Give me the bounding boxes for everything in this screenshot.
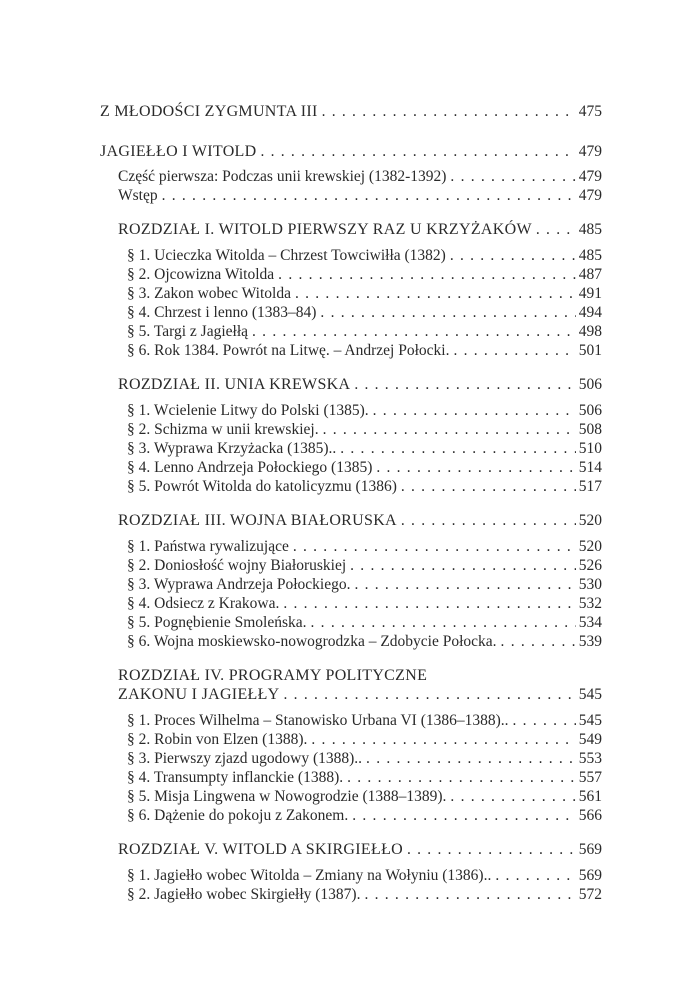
toc-page-number: 566	[578, 807, 602, 824]
toc-page-number: 494	[578, 304, 602, 321]
toc-entry-label: JAGIEŁŁO I WITOLD	[100, 143, 257, 160]
toc-page-number: 491	[578, 285, 602, 302]
toc-main-entry	[100, 142, 602, 161]
toc-dot-leader	[278, 265, 576, 284]
toc-page-number: 510	[578, 440, 602, 457]
toc-main-entry	[100, 102, 602, 121]
toc-dot-leader	[453, 341, 575, 360]
toc-entry-label: § 5. Pognębienie Smoleńska.	[127, 614, 307, 631]
toc-section-entry	[127, 265, 602, 284]
toc-dot-leader	[340, 439, 576, 458]
toc-entry-label: ROZDZIAŁ II. UNIA KREWSKA	[118, 376, 351, 393]
toc-dot-leader	[252, 322, 576, 341]
toc-page-number: 532	[578, 595, 602, 612]
toc-page-number: 545	[578, 712, 602, 729]
toc-chapter-entry	[118, 220, 602, 239]
toc-page-number: 557	[578, 769, 602, 786]
toc-section-entry	[127, 711, 602, 730]
toc-entry-label: § 2. Ojcowizna Witolda	[127, 266, 275, 283]
toc-entry-label: § 4. Transumpty inflanckie (1388).	[127, 769, 344, 786]
toc-entry-label: ROZDZIAŁ I. WITOLD PIERWSZY RAZ U KRZYŻAKÓW	[118, 221, 532, 238]
toc-page-number: 561	[578, 788, 602, 805]
toc-entry-label: § 5. Targi z Jagiełłą	[127, 323, 249, 340]
toc-section-entry	[127, 556, 602, 575]
toc-entry-label: § 6. Dążenie do pokoju z Zakonem.	[127, 807, 349, 824]
toc-dot-leader	[320, 303, 575, 322]
toc-page-number: 487	[578, 266, 602, 283]
toc-entry-label: § 3. Zakon wobec Witolda	[127, 285, 291, 302]
toc-dot-leader	[495, 866, 575, 885]
toc-entry-label: ZAKONU I JAGIEŁŁY	[118, 686, 280, 703]
toc-section-entry	[127, 401, 602, 420]
toc-part-entry	[118, 167, 602, 186]
toc-page-number: 485	[578, 221, 602, 238]
toc-part-entry	[118, 186, 602, 205]
toc-entry-label: Część pierwsza: Podczas unii krewskiej (1382-1392)	[118, 168, 447, 185]
toc-entry-label: § 1. Ucieczka Witolda – Chrzest Towciwiłła (1382)	[127, 247, 446, 264]
toc-page-number: 520	[578, 512, 602, 529]
toc-section-entry	[127, 768, 602, 787]
toc-entry-label: § 2. Jagiełło wobec Skirgiełły (1387).	[127, 886, 361, 903]
toc-section-entry	[127, 246, 602, 265]
toc-section-entry	[127, 575, 602, 594]
toc-entry-label: Wstęp	[118, 187, 158, 204]
toc-dot-leader	[364, 885, 575, 904]
toc-page-number: 530	[578, 576, 602, 593]
toc-page-number: 572	[578, 886, 602, 903]
toc-dot-leader	[354, 375, 575, 394]
toc-dot-leader	[501, 632, 576, 651]
toc-section-entry	[127, 537, 602, 556]
toc-dot-leader	[162, 186, 576, 205]
toc-entry-label: § 2. Doniosłość wojny Białoruskiej	[127, 557, 347, 574]
toc-entry-label: § 3. Wyprawa Krzyżacka (1385)..	[127, 440, 337, 457]
toc-dot-leader	[283, 594, 575, 613]
toc-section-entry	[127, 284, 602, 303]
toc-dot-leader	[323, 420, 576, 439]
toc-entry-label: § 2. Schizma w unii krewskiej.	[127, 421, 319, 438]
toc-dot-leader	[347, 768, 576, 787]
toc-page-number: 545	[578, 686, 602, 703]
toc-chapter-entry	[118, 375, 602, 394]
toc-entry-label: § 2. Robin von Elzen (1388).	[127, 731, 308, 748]
toc-dot-leader	[450, 167, 575, 186]
toc-page-number: 517	[578, 478, 602, 495]
toc-section-entry	[127, 730, 602, 749]
toc-dot-leader	[311, 613, 576, 632]
toc-chapter-entry	[118, 840, 602, 859]
toc-entry-label: § 6. Wojna moskiewsko-nowogrodzka – Zdobycie Połocka.	[127, 633, 497, 650]
toc-dot-leader	[284, 685, 576, 704]
toc-page-number: 534	[578, 614, 602, 631]
toc-dot-leader	[373, 401, 576, 420]
toc-entry-label: ROZDZIAŁ IV. PROGRAMY POLITYCZNE	[118, 667, 428, 684]
toc-section-entry	[127, 439, 602, 458]
toc-dot-leader	[350, 556, 576, 575]
toc-section-entry	[127, 885, 602, 904]
toc-section-entry	[127, 594, 602, 613]
toc-section-entry	[127, 341, 602, 360]
toc-dot-leader	[295, 284, 576, 303]
toc-chapter-entry	[118, 685, 602, 704]
toc-section-entry	[127, 303, 602, 322]
toc-page-number: 508	[578, 421, 602, 438]
toc-page-number: 479	[578, 168, 602, 185]
toc-entry-label: § 1. Państwa rywalizujące	[127, 538, 289, 555]
toc-section-entry	[127, 420, 602, 439]
toc-dot-leader	[260, 142, 575, 161]
toc-page-number: 569	[578, 867, 602, 884]
toc-section-entry	[127, 787, 602, 806]
toc-entry-label: § 1. Wcielenie Litwy do Polski (1385).	[127, 402, 369, 419]
toc-page-number: 506	[578, 402, 602, 419]
toc-page-number: 549	[578, 731, 602, 748]
toc-page-number: 485	[578, 247, 602, 264]
toc-dot-leader	[354, 575, 575, 594]
toc-section-entry	[127, 458, 602, 477]
toc-entry-label: Z MŁODOŚCI ZYGMUNTA III	[100, 103, 318, 120]
toc-dot-leader	[376, 458, 575, 477]
toc-page-number: 526	[578, 557, 602, 574]
toc-dot-leader	[352, 806, 576, 825]
toc-section-entry	[127, 806, 602, 825]
toc-section-entry	[127, 632, 602, 651]
toc-section-entry	[127, 322, 602, 341]
toc-entry-label: § 5. Powrót Witolda do katolicyzmu (1386)	[127, 478, 397, 495]
toc-entry-label: § 4. Chrzest i lenno (1383–84)	[127, 304, 317, 321]
toc-page-number: 539	[578, 633, 602, 650]
toc-dot-leader	[450, 246, 576, 265]
toc-dot-leader	[536, 220, 576, 239]
toc-entry-label: § 3. Wyprawa Andrzeja Połockiego.	[127, 576, 351, 593]
toc-dot-leader	[450, 787, 575, 806]
toc-entry-label: § 4. Lenno Andrzeja Połockiego (1385)	[127, 459, 373, 476]
toc-entry-label: § 3. Pierwszy zjazd ugodowy (1388)..	[127, 750, 363, 767]
toc-chapter-entry	[118, 666, 602, 685]
toc-dot-leader	[293, 537, 576, 556]
toc-entry-label: ROZDZIAŁ III. WOJNA BIAŁORUSKA	[118, 512, 397, 529]
toc-entry-label: § 1. Jagiełło wobec Witolda – Zmiany na Wołyniu (1386)..	[127, 867, 492, 884]
toc-dot-leader	[311, 730, 575, 749]
toc-section-entry	[127, 613, 602, 632]
toc-section-entry	[127, 866, 602, 885]
toc-section-entry	[127, 477, 602, 496]
toc-page-number: 501	[578, 342, 602, 359]
toc-entry-label: § 4. Odsiecz z Krakowa.	[127, 595, 280, 612]
toc-dot-leader	[513, 711, 576, 730]
toc-dot-leader	[401, 511, 576, 530]
toc-page-number: 506	[578, 376, 602, 393]
toc-section-entry	[127, 749, 602, 768]
toc-page-number: 475	[578, 103, 602, 120]
toc-chapter-entry	[118, 511, 602, 530]
toc-entry-label: § 1. Proces Wilhelma – Stanowisko Urbana VI (1386–1388)..	[127, 712, 509, 729]
table-of-contents	[100, 102, 602, 904]
toc-page-number: 520	[578, 538, 602, 555]
toc-entry-label: § 6. Rok 1384. Powrót na Litwę. – Andrzej Połocki.	[127, 342, 450, 359]
toc-entry-label: § 5. Misja Lingwena w Nowogrodzie (1388–1389).	[127, 788, 447, 805]
toc-dot-leader	[401, 477, 576, 496]
toc-dot-leader	[366, 749, 576, 768]
toc-page-number: 479	[578, 187, 602, 204]
toc-page-number: 479	[578, 143, 602, 160]
toc-page-number: 498	[578, 323, 602, 340]
toc-entry-label: ROZDZIAŁ V. WITOLD A SKIRGIEŁŁO	[118, 841, 403, 858]
toc-page-number: 569	[578, 841, 602, 858]
toc-dot-leader	[407, 840, 576, 859]
toc-page-number: 553	[578, 750, 602, 767]
toc-page-number: 514	[578, 459, 602, 476]
toc-dot-leader	[322, 102, 576, 121]
